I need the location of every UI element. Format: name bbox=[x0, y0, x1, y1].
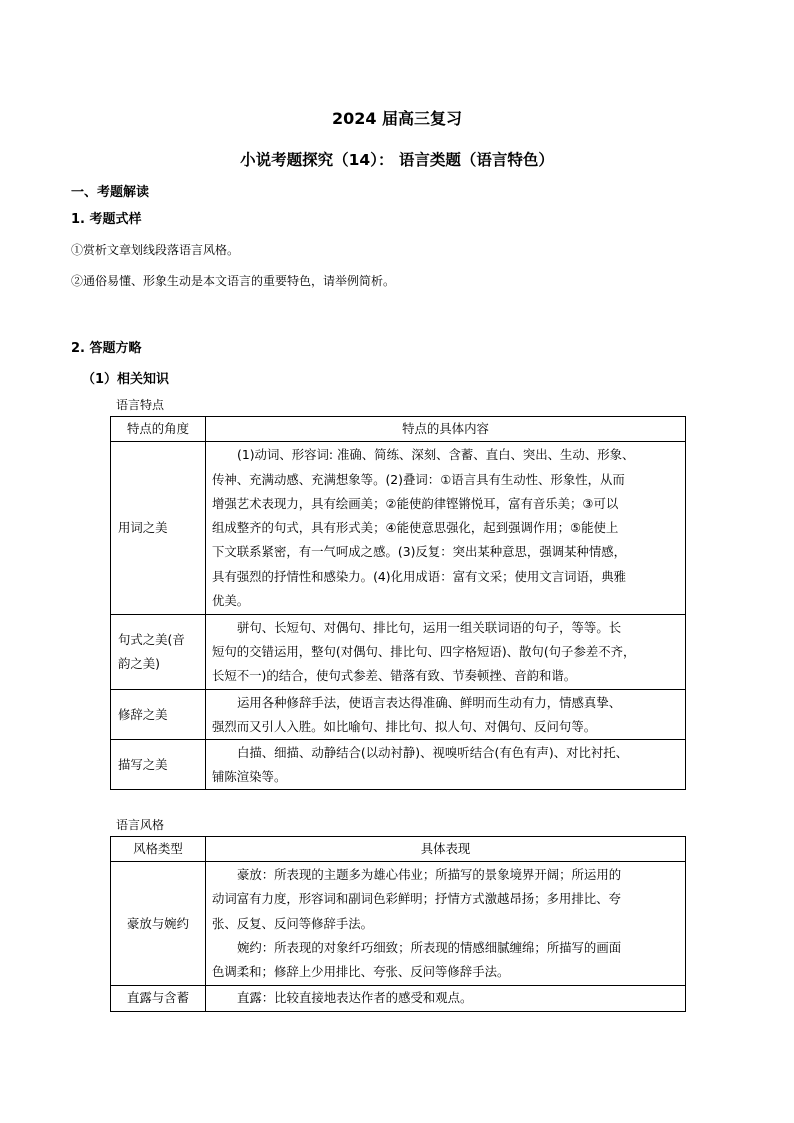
table2-caption: 语言风格 bbox=[116, 818, 165, 832]
table-row bbox=[111, 986, 686, 1011]
row-label: 描写之美 bbox=[111, 740, 206, 790]
header-cell: 具体表现 bbox=[206, 837, 686, 862]
content-line: 具有强烈的抒情性和感染力。(4)化用成语：富有文采；使用文言词语，典雅 bbox=[212, 568, 627, 584]
content-line: 色调柔和；修辞上少用排比、夸张、反问等修辞手法。 bbox=[212, 964, 510, 980]
section2-heading: 2. 答题方略 bbox=[71, 341, 142, 356]
content-line: 长短不一)的结合，使句式参差、错落有致、节奏顿挫、音韵和谐。 bbox=[212, 668, 577, 684]
page-title: 2024 届高三复习 bbox=[331, 109, 463, 128]
header-cell: 特点的具体内容 bbox=[206, 417, 686, 442]
question-item-2: ②通俗易懂、形象生动是本文语言的重要特色，请举例简析。 bbox=[71, 274, 396, 288]
header-cell: 风格类型 bbox=[111, 837, 206, 862]
row-content bbox=[206, 740, 686, 790]
content-line: 下文联系紧密，有一气呵成之感。(3)反复：突出某种意思，强调某种情感， bbox=[212, 544, 627, 560]
table-header-row bbox=[111, 837, 686, 862]
content-line: 短句的交错运用，整句(对偶句、排比句、四字格短语)、散句(句子参差不齐， bbox=[212, 644, 636, 660]
question-item-1: ①赏析文章划线段落语言风格。 bbox=[71, 243, 240, 257]
content-line: 婉约：所表现的对象纤巧细致；所表现的情感细腻缠绵；所描写的画面 bbox=[237, 939, 622, 955]
row-label: 用词之美 bbox=[111, 442, 206, 615]
row-label bbox=[111, 615, 206, 690]
row-label: 豪放与婉约 bbox=[111, 862, 206, 986]
language-style-table bbox=[110, 836, 686, 1012]
table-row bbox=[111, 615, 686, 690]
content-line: 白描、细描、动静结合(以动衬静)、视嗅听结合(有色有声)、对比衬托、 bbox=[237, 744, 629, 760]
content-line: 骈句、长短句、对偶句、排比句，运用一组关联词语的句子，等等。长 bbox=[237, 619, 622, 635]
table-row bbox=[111, 690, 686, 740]
section2-sub-heading: （1）相关知识 bbox=[82, 372, 170, 387]
content-line: 传神、充满动感、充满想象等。(2)叠词：①语言具有生动性、形象性，从而 bbox=[212, 471, 625, 487]
table1-caption: 语言特点 bbox=[116, 398, 165, 412]
row-label: 修辞之美 bbox=[111, 690, 206, 740]
page-subtitle: 小说考题探究（14）： 语言类题（语言特色） bbox=[240, 151, 554, 169]
section1-sub-heading: 1. 考题式样 bbox=[71, 212, 142, 227]
row-label: 直露与含蓄 bbox=[111, 986, 206, 1011]
header-cell: 特点的角度 bbox=[111, 417, 206, 442]
language-features-table bbox=[110, 416, 686, 790]
content-line: 铺陈渲染等。 bbox=[212, 768, 287, 784]
label-line: 韵之美) bbox=[118, 656, 161, 672]
content-line: 增强艺术表现力，具有绘画美；②能使韵律铿锵悦耳，富有音乐美；③可以 bbox=[212, 495, 619, 511]
section1-heading: 一、考题解读 bbox=[71, 185, 150, 200]
content-line: 优美。 bbox=[212, 593, 250, 609]
row-content bbox=[206, 986, 686, 1011]
content-line: (1)动词、形容词: 准确、简练、深刻、含蓄、直白、突出、生动、形象、 bbox=[237, 447, 635, 463]
table-header-row bbox=[111, 417, 686, 442]
content-line: 豪放：所表现的主题多为雄心伟业；所描写的景象境界开阔；所运用的 bbox=[237, 867, 622, 883]
content-line: 张、反复、反问等修辞手法。 bbox=[212, 915, 374, 931]
content-line: 强烈而又引人入胜。如比喻句、排比句、拟人句、对偶句、反问句等。 bbox=[212, 718, 597, 734]
row-content bbox=[206, 862, 686, 986]
row-content bbox=[206, 690, 686, 740]
content-line: 运用各种修辞手法，使语言表达得准确、鲜明而生动有力，情感真挚、 bbox=[237, 694, 622, 710]
table-row bbox=[111, 442, 686, 615]
content-line: 动词富有力度，形容词和副词色彩鲜明；抒情方式激越昂扬；多用排比、夸 bbox=[212, 891, 621, 907]
content-line: 组成整齐的句式，具有形式美；④能使意思强化，起到强调作用；⑤能使上 bbox=[212, 520, 619, 536]
table-row bbox=[111, 862, 686, 986]
row-content bbox=[206, 442, 686, 615]
table-row bbox=[111, 740, 686, 790]
content-line: 直露：比较直接地表达作者的感受和观点。 bbox=[237, 990, 473, 1006]
label-line: 句式之美(音 bbox=[118, 632, 185, 647]
row-content bbox=[206, 615, 686, 690]
